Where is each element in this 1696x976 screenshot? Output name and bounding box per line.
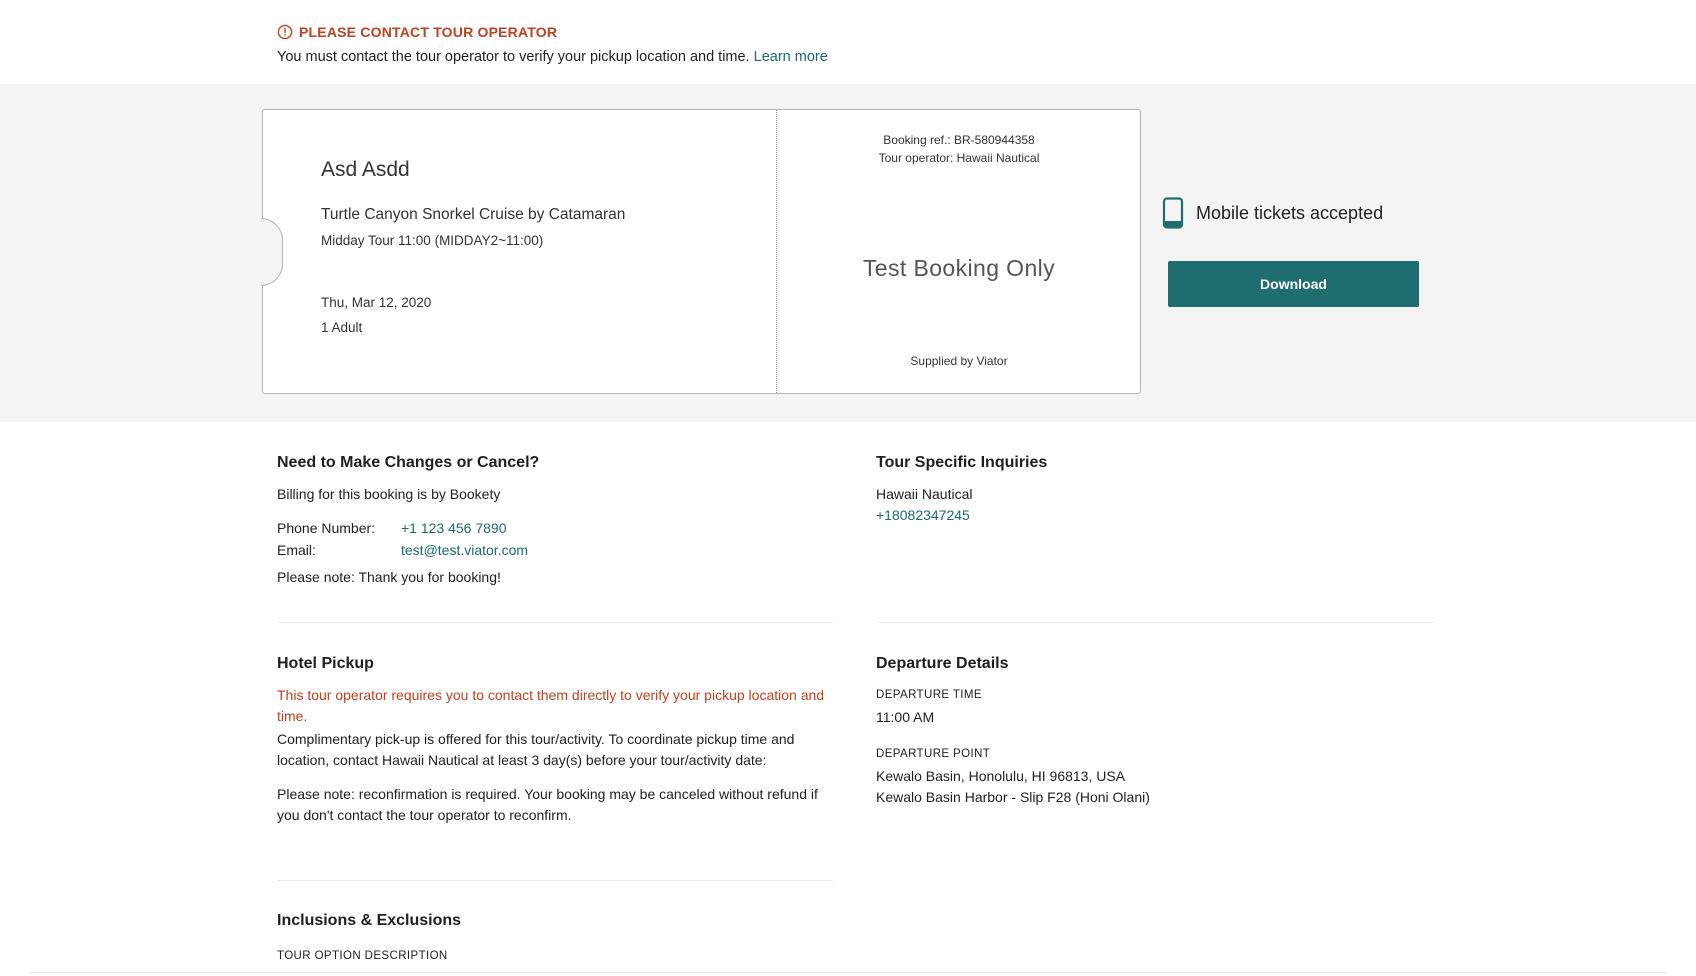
pickup-details: Complimentary pick-up is offered for this tour/activity. To coordinate pickup time and location, contact Hawaii Nautical at least 3 day(s) before your tour/activity date: [277,731,795,768]
reconfirm-note: Please note: reconfirmation is required. Your booking may be canceled without refund if you don't contact the tour operator to reconfirm. [277,786,818,823]
ticket-main [321,158,761,335]
alert-title-row [277,22,1177,42]
departure-time-value: 11:00 AM [876,709,935,725]
page-bottom-edge [30,972,1666,973]
departure-point-line-1: Kewalo Basin, Honolulu, HI 96813, USA [876,768,1126,784]
download-button[interactable]: Download [1168,261,1419,307]
email-link[interactable]: test@test.viator.com [401,542,529,558]
ticket-notch [261,218,283,286]
mobile-tickets-label: Mobile tickets accepted [1196,202,1384,223]
inquiries-operator: Hawaii Nautical [876,486,973,502]
divider [277,622,833,623]
tour-option: Midday Tour 11:00 (MIDDAY2~11:00) [321,233,544,248]
ticket-stub [778,110,1140,393]
phone-link[interactable]: +1 123 456 7890 [401,520,507,536]
divider [277,880,833,881]
inquiries-phone-link[interactable]: +18082347245 [876,507,970,523]
learn-more-link[interactable]: Learn more [753,49,828,65]
inquiries-phone-row [876,505,1396,526]
inclusions-heading: Inclusions & Exclusions [277,912,462,929]
ticket-card [262,109,1141,394]
departure-point-line-2: Kewalo Basin Harbor - Slip F28 (Honi Olani) [876,789,1150,805]
departure-section [876,655,1436,808]
ticket-perforation [776,110,777,393]
departure-point-label: DEPARTURE POINT [876,748,991,760]
departure-heading: Departure Details [876,655,1009,672]
changes-heading: Need to Make Changes or Cancel? [277,454,540,471]
exclamation-circle-icon [277,24,293,40]
phone-row [277,517,837,539]
tour-date: Thu, Mar 12, 2020 [321,295,432,310]
alert-message-row [277,49,1177,65]
hotel-pickup-heading: Hotel Pickup [277,655,374,672]
test-booking-label: Test Booking Only [862,255,1056,281]
traveler-name: Asd Asdd [321,158,410,181]
email-label: Email: [277,542,316,558]
inclusions-section [277,912,837,962]
traveler-count: 1 Adult [321,320,363,335]
tour-name: Turtle Canyon Snorkel Cruise by Catamaran [321,206,626,223]
inquiries-heading: Tour Specific Inquiries [876,454,1048,471]
tour-option-description-label: TOUR OPTION DESCRIPTION [277,950,448,962]
inquiries-section [876,454,1396,526]
phone-label: Phone Number: [277,520,376,536]
departure-time-label: DEPARTURE TIME [876,689,982,701]
alert-message: You must contact the tour operator to verify your pickup location and time. [277,49,750,65]
mobile-tickets-row [1162,197,1383,229]
supplied-by: Supplied by Viator [910,354,1008,368]
billing-text: Billing for this booking is by Bookety [277,486,501,502]
pickup-warning: This tour operator requires you to contact them directly to verify your pickup location and time. [277,687,825,724]
alert-title: PLEASE CONTACT TOUR OPERATOR [299,24,558,40]
contact-operator-alert [277,22,1177,65]
email-row [277,539,837,561]
divider [876,622,1436,623]
booking-note: Please note: Thank you for booking! [277,569,501,585]
booking-reference: Booking ref.: BR-580944358 [883,133,1035,147]
changes-section [277,454,837,588]
mobile-phone-icon [1162,197,1184,229]
ticket-tour-operator: Tour operator: Hawaii Nautical [878,151,1040,165]
hotel-pickup-section [277,655,837,826]
